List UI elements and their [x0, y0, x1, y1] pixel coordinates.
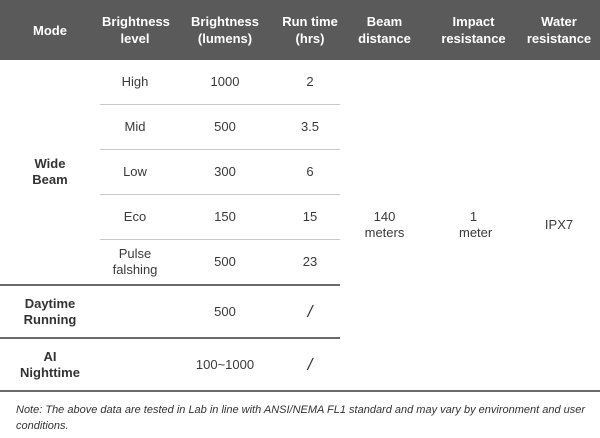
level-cell: Eco — [100, 195, 170, 240]
header-water-resistance: Water resistance — [518, 0, 600, 60]
impact-resistance-cell: 1 meter — [429, 60, 518, 391]
level-cell: Low — [100, 150, 170, 195]
lumens-cell: 500 — [170, 285, 280, 338]
header-brightness-lumens: Brightness (lumens) — [170, 0, 280, 60]
level-cell: Pulse falshing — [100, 240, 170, 286]
lumens-cell: 500 — [170, 105, 280, 150]
lumens-cell: 500 — [170, 240, 280, 286]
header-beam-distance: Beam distance — [340, 0, 429, 60]
header-brightness-level: Brightness level — [100, 0, 170, 60]
level-cell — [100, 285, 170, 338]
header-mode: Mode — [0, 0, 100, 60]
runtime-cell: 3.5 — [280, 105, 340, 150]
header-run-time: Run time (hrs) — [280, 0, 340, 60]
table-header — [0, 0, 600, 60]
lumens-cell: 300 — [170, 150, 280, 195]
lumens-cell: 100~1000 — [170, 338, 280, 391]
table-row — [0, 60, 600, 105]
level-cell — [100, 338, 170, 391]
header-impact-resistance: Impact resistance — [429, 0, 518, 60]
runtime-cell: 2 — [280, 60, 340, 105]
mode-cell-daytime-running: Daytime Running — [0, 285, 100, 338]
runtime-cell: 23 — [280, 240, 340, 286]
runtime-cell: 15 — [280, 195, 340, 240]
mode-cell-ai-nighttime: AI Nighttime — [0, 338, 100, 391]
level-cell: High — [100, 60, 170, 105]
level-cell: Mid — [100, 105, 170, 150]
beam-distance-cell: 140 meters — [340, 60, 429, 391]
runtime-cell: / — [280, 338, 340, 391]
lumens-cell: 150 — [170, 195, 280, 240]
footnote: Note: The above data are tested in Lab in line with ANSI/NEMA FL1 standard and may vary by environment and user conditions. — [16, 404, 586, 432]
water-resistance-cell: IPX7 — [518, 60, 600, 391]
runtime-cell: / — [280, 285, 340, 338]
mode-cell-wide-beam: Wide Beam — [0, 60, 100, 285]
lumens-cell: 1000 — [170, 60, 280, 105]
runtime-cell: 6 — [280, 150, 340, 195]
